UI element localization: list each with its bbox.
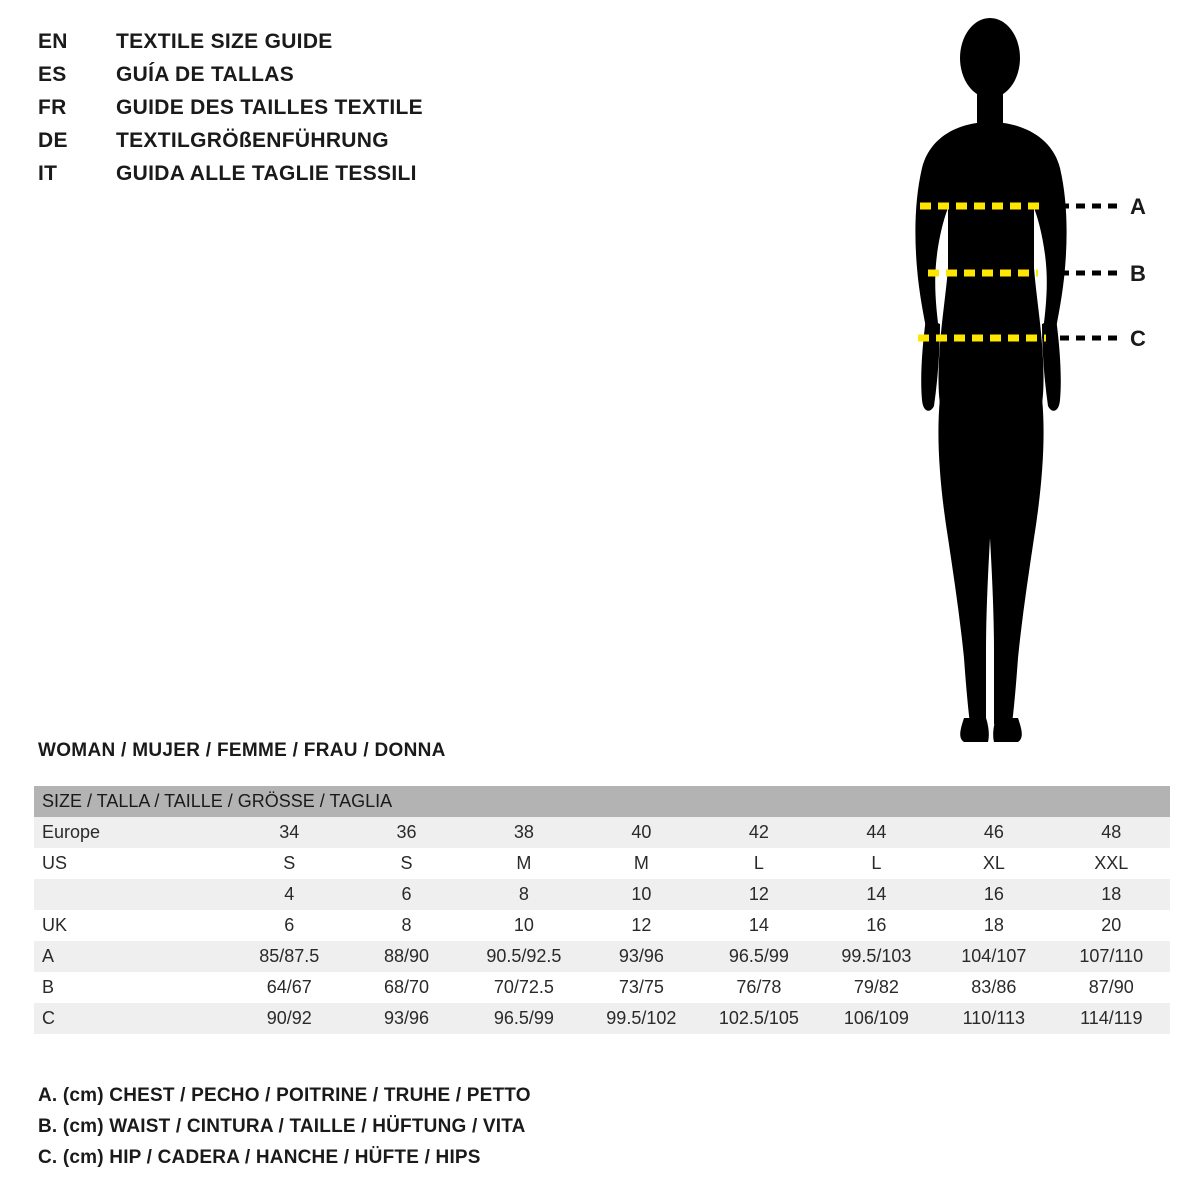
row-label: A	[34, 941, 231, 972]
cell: XL	[935, 848, 1052, 879]
cell: 88/90	[348, 941, 465, 972]
cell: 8	[465, 879, 583, 910]
cell: M	[465, 848, 583, 879]
woman-silhouette-shape	[915, 18, 1066, 742]
cell: 64/67	[231, 972, 348, 1003]
legend-line-hip: C. (cm) HIP / CADERA / HANCHE / HÜFTE / HIPS	[38, 1147, 481, 1168]
language-title: GUÍA DE TALLAS	[116, 63, 295, 86]
cell: 12	[700, 879, 818, 910]
language-row	[38, 63, 558, 96]
cell: 99.5/102	[583, 1003, 700, 1034]
cell: 42	[700, 817, 818, 848]
table-row	[34, 972, 1170, 1003]
section-title-woman: WOMAN / MUJER / FEMME / FRAU / DONNA	[38, 740, 446, 761]
cell: 93/96	[583, 941, 700, 972]
cell: 99.5/103	[818, 941, 935, 972]
row-label: B	[34, 972, 231, 1003]
cell: 87/90	[1053, 972, 1170, 1003]
language-title: TEXTILE SIZE GUIDE	[116, 30, 333, 53]
cell: 79/82	[818, 972, 935, 1003]
table-row	[34, 941, 1170, 972]
cell: XXL	[1053, 848, 1170, 879]
cell: 85/87.5	[231, 941, 348, 972]
language-row	[38, 96, 558, 129]
cell: 73/75	[583, 972, 700, 1003]
cell: 107/110	[1053, 941, 1170, 972]
cell: 20	[1053, 910, 1170, 941]
cell: L	[818, 848, 935, 879]
cell: 70/72.5	[465, 972, 583, 1003]
cell: S	[231, 848, 348, 879]
cell: 14	[818, 879, 935, 910]
cell: 48	[1053, 817, 1170, 848]
legend-line-chest: A. (cm) CHEST / PECHO / POITRINE / TRUHE / PETTO	[38, 1085, 531, 1106]
cell: 96.5/99	[700, 941, 818, 972]
language-title: GUIDA ALLE TAGLIE TESSILI	[116, 162, 417, 185]
cell: 102.5/105	[700, 1003, 818, 1034]
measurement-legend	[38, 1085, 531, 1178]
cell: 6	[348, 879, 465, 910]
cell: 14	[700, 910, 818, 941]
language-code: ES	[38, 63, 67, 86]
cell: 12	[583, 910, 700, 941]
language-code: FR	[38, 96, 67, 119]
legend-line-waist: B. (cm) WAIST / CINTURA / TAILLE / HÜFTUNG / VITA	[38, 1116, 526, 1137]
cell: 110/113	[935, 1003, 1052, 1034]
row-label	[34, 879, 231, 910]
cell: 6	[231, 910, 348, 941]
language-title: TEXTILGRÖßENFÜHRUNG	[116, 129, 389, 152]
language-code: DE	[38, 129, 68, 152]
cell: 93/96	[348, 1003, 465, 1034]
cell: 96.5/99	[465, 1003, 583, 1034]
cell: 46	[935, 817, 1052, 848]
hip-callout-letter: C	[1130, 326, 1146, 351]
cell: 76/78	[700, 972, 818, 1003]
cell: 4	[231, 879, 348, 910]
row-label: US	[34, 848, 231, 879]
female-silhouette-figure	[860, 18, 1180, 748]
cell: 104/107	[935, 941, 1052, 972]
language-row	[38, 162, 558, 195]
cell: 10	[465, 910, 583, 941]
cell: 68/70	[348, 972, 465, 1003]
row-label: Europe	[34, 817, 231, 848]
table-row	[34, 910, 1170, 941]
table-header-row	[34, 786, 1170, 817]
cell: 83/86	[935, 972, 1052, 1003]
cell: 16	[935, 879, 1052, 910]
cell: 18	[1053, 879, 1170, 910]
table-row	[34, 817, 1170, 848]
cell: 36	[348, 817, 465, 848]
waist-callout-letter: B	[1130, 261, 1146, 286]
table-row	[34, 848, 1170, 879]
table-row	[34, 879, 1170, 910]
cell: 90.5/92.5	[465, 941, 583, 972]
cell: 16	[818, 910, 935, 941]
language-row	[38, 30, 558, 63]
language-header-list	[38, 30, 558, 195]
table-row	[34, 1003, 1170, 1034]
cell: S	[348, 848, 465, 879]
language-title: GUIDE DES TAILLES TEXTILE	[116, 96, 423, 119]
cell: M	[583, 848, 700, 879]
cell: 8	[348, 910, 465, 941]
cell: 114/119	[1053, 1003, 1170, 1034]
cell: 38	[465, 817, 583, 848]
row-label: C	[34, 1003, 231, 1034]
cell: 106/109	[818, 1003, 935, 1034]
cell: 90/92	[231, 1003, 348, 1034]
cell: 40	[583, 817, 700, 848]
language-row	[38, 129, 558, 162]
cell: L	[700, 848, 818, 879]
cell: 10	[583, 879, 700, 910]
cell: 18	[935, 910, 1052, 941]
language-code: EN	[38, 30, 68, 53]
cell: 44	[818, 817, 935, 848]
silhouette-svg	[860, 18, 1180, 748]
row-label: UK	[34, 910, 231, 941]
cell: 34	[231, 817, 348, 848]
size-table	[34, 786, 1170, 1034]
table-header-label: SIZE / TALLA / TAILLE / GRÖSSE / TAGLIA	[34, 786, 1170, 817]
chest-callout-letter: A	[1130, 194, 1146, 219]
language-code: IT	[38, 162, 58, 185]
